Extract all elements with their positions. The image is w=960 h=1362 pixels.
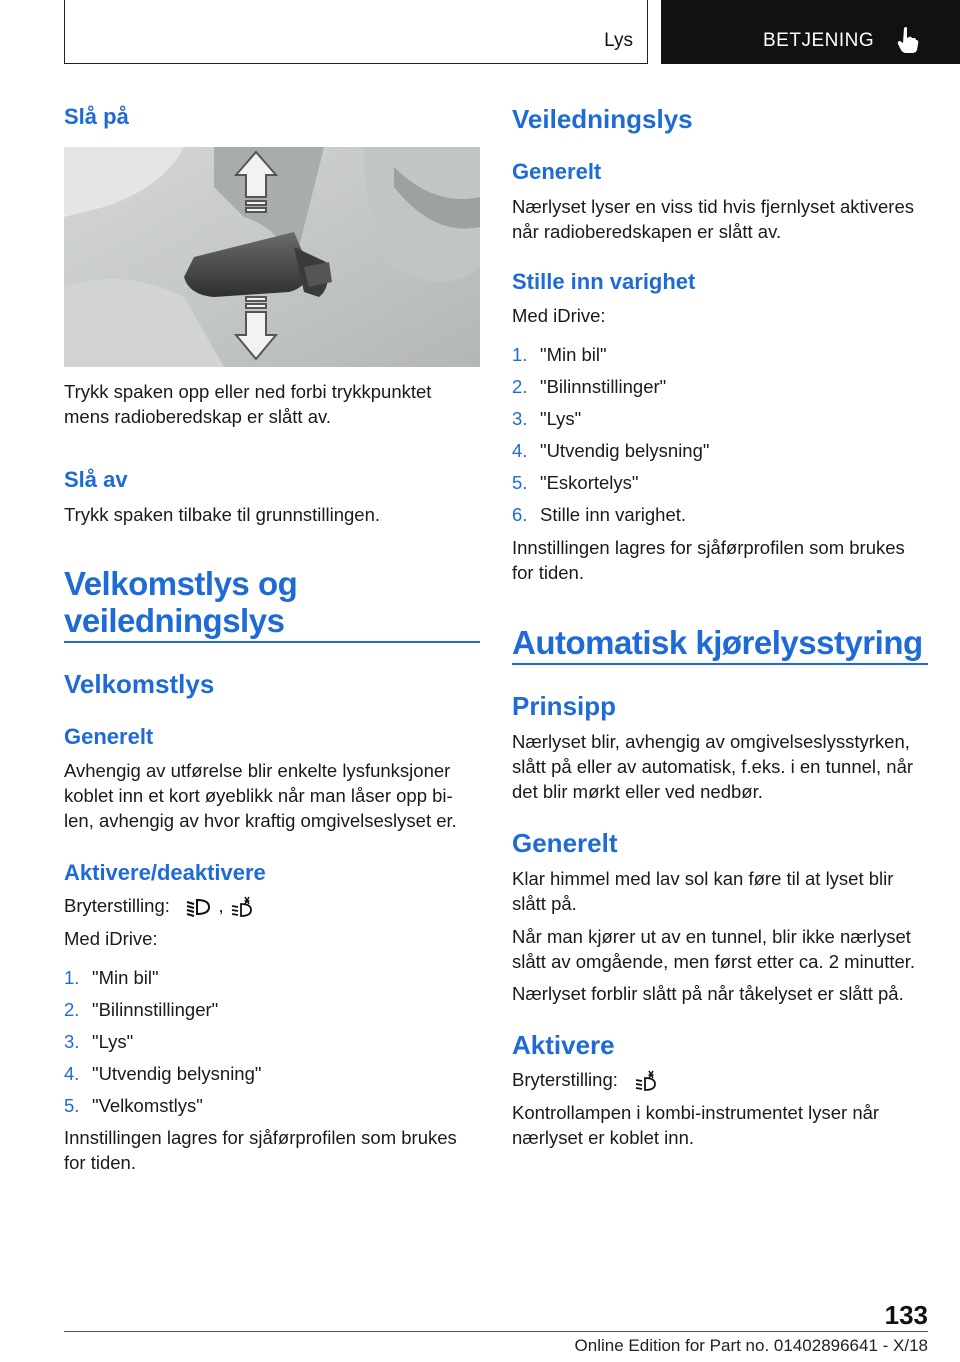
- low-beam-icon: [185, 896, 213, 918]
- list-number: 2.: [64, 999, 80, 1020]
- p-generelt-left-3: len, avhengig av hvor kraftig omgivelseslyset er.: [64, 810, 457, 831]
- list-text: "Bilinnstillinger": [540, 376, 667, 397]
- p-sla-pa-line2: mens radioberedskap er slått av.: [64, 406, 332, 427]
- list-number: 5.: [512, 472, 528, 493]
- list-number: 6.: [512, 504, 528, 525]
- p-prinsipp-1: Nærlyset blir, avhengig av omgivelseslysstyrken,: [512, 731, 910, 752]
- p-sla-pa-line1: Trykk spaken opp eller ned forbi trykkpunktet: [64, 381, 432, 402]
- list-text: "Bilinnstillinger": [92, 999, 219, 1020]
- heading-rule-left: [64, 641, 480, 643]
- list-number: 3.: [64, 1031, 80, 1052]
- heading-generelt-left: Generelt: [64, 724, 154, 749]
- list-number: 1.: [512, 344, 528, 365]
- list-number: 4.: [512, 440, 528, 461]
- lever-illustration: [64, 147, 480, 367]
- footer-rule: [64, 1331, 928, 1332]
- p-gen1-1: Klar himmel med lav sol kan føre til at lyset blir: [512, 868, 894, 889]
- list-text: "Lys": [540, 408, 582, 429]
- list-text: Stille inn varighet.: [540, 504, 687, 525]
- list-text: "Eskortelys": [540, 472, 639, 493]
- heading-aktivere: Aktivere: [512, 1030, 615, 1060]
- header-chapter-title: BETJENING: [763, 30, 875, 51]
- header-section-box: [64, 0, 648, 64]
- p-generelt-right-1: Nærlyset lyser en viss tid hvis fjernlyset aktiveres: [512, 196, 914, 217]
- p-kontroll-2: nærlyset er koblet inn.: [512, 1127, 695, 1148]
- p-gen3: Nærlyset forblir slått på når tåkelyset er slått på.: [512, 983, 904, 1004]
- heading-generelt-right: Generelt: [512, 159, 602, 184]
- heading-generelt-auto: Generelt: [512, 828, 618, 858]
- list-number: 2.: [512, 376, 528, 397]
- bryterstilling-label: Bryterstilling:: [512, 1069, 618, 1090]
- bryterstilling-label: Bryterstilling:: [64, 895, 170, 916]
- p-lagres-right-1: Innstillingen lagres for sjåførprofilen som brukes: [512, 537, 905, 558]
- p-gen2-2: slått av omgående, men først etter ca. 2 minutter.: [512, 951, 916, 972]
- p-gen1-2: slått på.: [512, 893, 577, 914]
- list-text: "Velkomstlys": [92, 1095, 203, 1116]
- p-sla-av: Trykk spaken tilbake til grunnstillingen.: [64, 504, 381, 525]
- heading-sla-pa: Slå på: [64, 104, 129, 129]
- idrive-left: Med iDrive:: [64, 928, 158, 949]
- pointing-hand-icon: [897, 26, 919, 54]
- lever-photo: [64, 147, 480, 367]
- p-gen2-1: Når man kjører ut av en tunnel, blir ikke nærlyset: [512, 926, 911, 947]
- heading-veiledningslys: Veiledningslys: [512, 104, 693, 134]
- header-section-title: Lys: [604, 30, 633, 51]
- heading-automatisk-kjorelysstyring: Automatisk kjørelysstyring: [512, 624, 923, 661]
- bryterstilling-separator: ,: [218, 895, 224, 916]
- p-generelt-left-1: Avhengig av utførelse blir enkelte lysfunksjoner: [64, 760, 451, 781]
- auto-light-icon: [633, 1070, 661, 1092]
- list-text: "Min bil": [540, 344, 607, 365]
- heading-velkomstlys-og-line1: Velkomstlys og: [64, 565, 298, 602]
- header-chapter-box: [661, 0, 960, 64]
- list-number: 1.: [64, 967, 80, 988]
- list-text: "Min bil": [92, 967, 159, 988]
- heading-aktivere-deaktivere: Aktivere/deaktivere: [64, 860, 266, 885]
- footer-edition: Online Edition for Part no. 01402896641 - X/18: [574, 1336, 928, 1355]
- list-number: 3.: [512, 408, 528, 429]
- heading-rule-right: [512, 663, 928, 665]
- list-number: 5.: [64, 1095, 80, 1116]
- heading-prinsipp: Prinsipp: [512, 691, 617, 721]
- idrive-right: Med iDrive:: [512, 305, 606, 326]
- list-text: "Lys": [92, 1031, 134, 1052]
- p-lagres-right-2: for tiden.: [512, 562, 584, 583]
- heading-velkomstlys: Velkomstlys: [64, 669, 215, 699]
- p-kontroll-1: Kontrollampen i kombi-instrumentet lyser når: [512, 1102, 880, 1123]
- p-generelt-left-2: koblet inn et kort øyeblikk når man låser opp bi-: [64, 785, 453, 806]
- heading-stille-inn-varighet: Stille inn varighet: [512, 269, 696, 294]
- heading-sla-av: Slå av: [64, 467, 128, 492]
- list-text: "Utvendig belysning": [92, 1063, 262, 1084]
- p-prinsipp-2: slått på eller av automatisk, f.eks. i en tunnel, når: [512, 756, 914, 777]
- list-number: 4.: [64, 1063, 80, 1084]
- p-lagres-left-2: for tiden.: [64, 1152, 136, 1173]
- bryterstilling-right: [512, 1067, 661, 1092]
- bryterstilling-left: [64, 893, 257, 918]
- p-prinsipp-3: det blir mørkt eller ved nedbør.: [512, 781, 763, 802]
- p-generelt-right-2: når radioberedskapen er slått av.: [512, 221, 782, 242]
- p-lagres-left-1: Innstillingen lagres for sjåførprofilen som brukes: [64, 1127, 457, 1148]
- list-text: "Utvendig belysning": [540, 440, 710, 461]
- page-number: 133: [884, 1300, 928, 1330]
- heading-velkomstlys-og-line2: veiledningslys: [64, 602, 285, 639]
- auto-light-icon: [229, 896, 257, 918]
